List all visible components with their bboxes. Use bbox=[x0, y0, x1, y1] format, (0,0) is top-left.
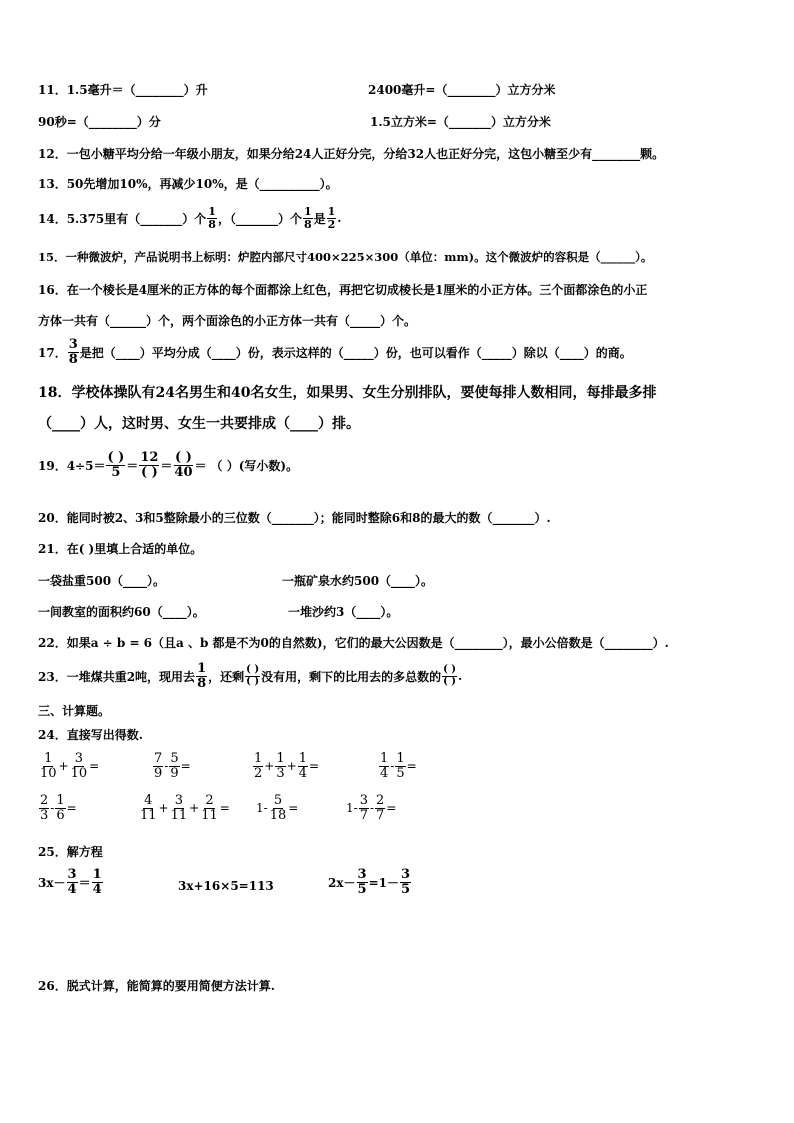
q11-d: 1.5立方米=（_______）立方分米 bbox=[370, 115, 551, 129]
q23-p2: ，还剩 bbox=[208, 669, 245, 684]
q23-p4: . bbox=[458, 669, 463, 684]
q24-item-4: $\frac{1}{4}$ - $\frac{1}{5}$ = bbox=[380, 751, 417, 781]
q21-b: 一瓶矿泉水约500（____）。 bbox=[282, 574, 434, 588]
q19: 19．4÷5＝ $\frac{( )}{5}$ ＝ $\frac{12}{( )}$ ＝ $\frac{( )}{40}$ ＝ （ ）(写小数)。 bbox=[38, 450, 299, 480]
q20: 20．能同时被2、3和5整除最小的三位数（_______）；能同时整除6和8的最大的数（_______）. bbox=[38, 511, 551, 525]
q14 bbox=[38, 206, 341, 230]
q24-item-8: 1- $\frac{3}{7}$ - $\frac{2}{7}$ = bbox=[346, 793, 397, 823]
q24-item-7: 1- $\frac{5}{18}$ = bbox=[256, 793, 299, 823]
q11-b: 2400毫升=（________）立方分米 bbox=[368, 83, 556, 97]
q17-text: 是把（____）平均分成（____）份，表示这样的（_____）份，也可以看作（_____）除以（____）的商。 bbox=[79, 345, 632, 360]
q13: 13．50先增加10%，再减少10%，是（__________）。 bbox=[38, 177, 338, 191]
q21-a: 一袋盐重500（____）。 bbox=[38, 574, 166, 588]
q25-eq-3: 2x－ $\frac{3}{5}$ =1－ $\frac{3}{5}$ bbox=[328, 867, 411, 897]
q24-item-5: $\frac{2}{3}$ - $\frac{1}{6}$ = bbox=[40, 793, 77, 823]
q21-c: 一间教室的面积约60（____）。 bbox=[38, 605, 205, 619]
q19-tail: （ ）(写小数)。 bbox=[210, 458, 299, 473]
q16-line2: 方体一共有（______）个，两个面涂色的小正方体一共有（_____）个。 bbox=[38, 314, 417, 328]
q23-frac-blank-b: $\frac{( )}{( )}$ bbox=[443, 664, 457, 687]
q25-eq-1: 3x－ $\frac{3}{4}$ ＝ $\frac{1}{4}$ bbox=[38, 867, 102, 897]
q24-item-2: $\frac{7}{9}$ - $\frac{5}{9}$ = bbox=[154, 751, 191, 781]
q23 bbox=[38, 662, 462, 690]
q14-p1: 14．5.375里有（_______）个 bbox=[38, 211, 207, 226]
q11-c: 90秒=（________）分 bbox=[38, 115, 161, 129]
q23-frac-blank-a: $\frac{( )}{( )}$ bbox=[246, 664, 260, 687]
q14-frac-1-8-a: $\frac{1}{8}$ bbox=[208, 205, 216, 231]
q19-frac-a: $\frac{( )}{5}$ bbox=[107, 450, 125, 480]
section-3-title: 三、计算题。 bbox=[38, 704, 111, 718]
q24-title: 24．直接写出得数. bbox=[38, 728, 143, 742]
q18-line2: （____）人，这时男、女生一共要排成（____）排。 bbox=[38, 416, 360, 432]
q14-frac-1-2: $\frac{1}{2}$ bbox=[327, 205, 336, 231]
q14-p4: . bbox=[337, 211, 342, 226]
q26: 26．脱式计算，能简算的要用简便方法计算. bbox=[38, 979, 275, 993]
q21-title: 21．在( )里填上合适的单位。 bbox=[38, 542, 203, 556]
q24-item-6: $\frac{4}{11}$ + $\frac{3}{11}$ + $\frac{2}{11}$ = bbox=[140, 793, 230, 823]
q16-line1: 16．在一个棱长是4厘米的正方体的每个面都涂上红色，再把它切成棱长是1厘米的小正方体。三个面都涂色的小正 bbox=[38, 283, 648, 297]
q24-item-1: $\frac{1}{10}$ + $\frac{3}{10}$ = bbox=[40, 751, 100, 781]
q14-frac-1-8-b: $\frac{1}{8}$ bbox=[303, 205, 312, 231]
q18-line1: 18．学校体操队有24名男生和40名女生，如果男、女生分别排队，要使每排人数相同，每排最多排 bbox=[38, 385, 657, 401]
q24-item-3: $\frac{1}{2}$ + $\frac{1}{3}$ + $\frac{1}{4}$ = bbox=[254, 751, 320, 781]
q23-frac-1-8: $\frac{1}{8}$ bbox=[197, 661, 207, 691]
q21-d: 一堆沙约3（____）。 bbox=[288, 605, 399, 619]
q17 bbox=[38, 338, 632, 366]
q22: 22．如果a ÷ b = 6（且a 、b 都是不为0的自然数)，它们的最大公因数是（________），最小公倍数是（________）. bbox=[38, 636, 669, 650]
q19-num: 19．4÷5＝ bbox=[38, 458, 106, 473]
q17-num: 17． bbox=[38, 345, 67, 360]
q25-title: 25．解方程 bbox=[38, 845, 103, 859]
q14-p2: ，（_______）个 bbox=[217, 211, 302, 226]
q12: 12．一包小糖平均分给一年级小朋友，如果分给24人正好分完，分给32人也正好分完，这包小糖至少有________颗。 bbox=[38, 147, 665, 161]
q19-frac-b: $\frac{12}{( )}$ bbox=[140, 450, 159, 480]
q17-frac-3-8: $\frac{3}{8}$ bbox=[68, 337, 78, 367]
q11-a: 11．1.5毫升＝（________）升 bbox=[38, 83, 208, 97]
q19-frac-c: $\frac{( )}{40}$ bbox=[174, 450, 193, 480]
q14-p3: 是 bbox=[313, 211, 326, 226]
q25-eq-2: 3x+16×5=113 bbox=[178, 879, 274, 893]
q23-p3: 没有用，剩下的比用去的多总数的 bbox=[261, 669, 442, 684]
q15: 15．一种微波炉，产品说明书上标明：炉腔内部尺寸400×225×300（单位：mm)。这个微波炉的容积是（______）。 bbox=[38, 250, 653, 264]
q23-p1: 23．一堆煤共重2吨，现用去 bbox=[38, 669, 196, 684]
